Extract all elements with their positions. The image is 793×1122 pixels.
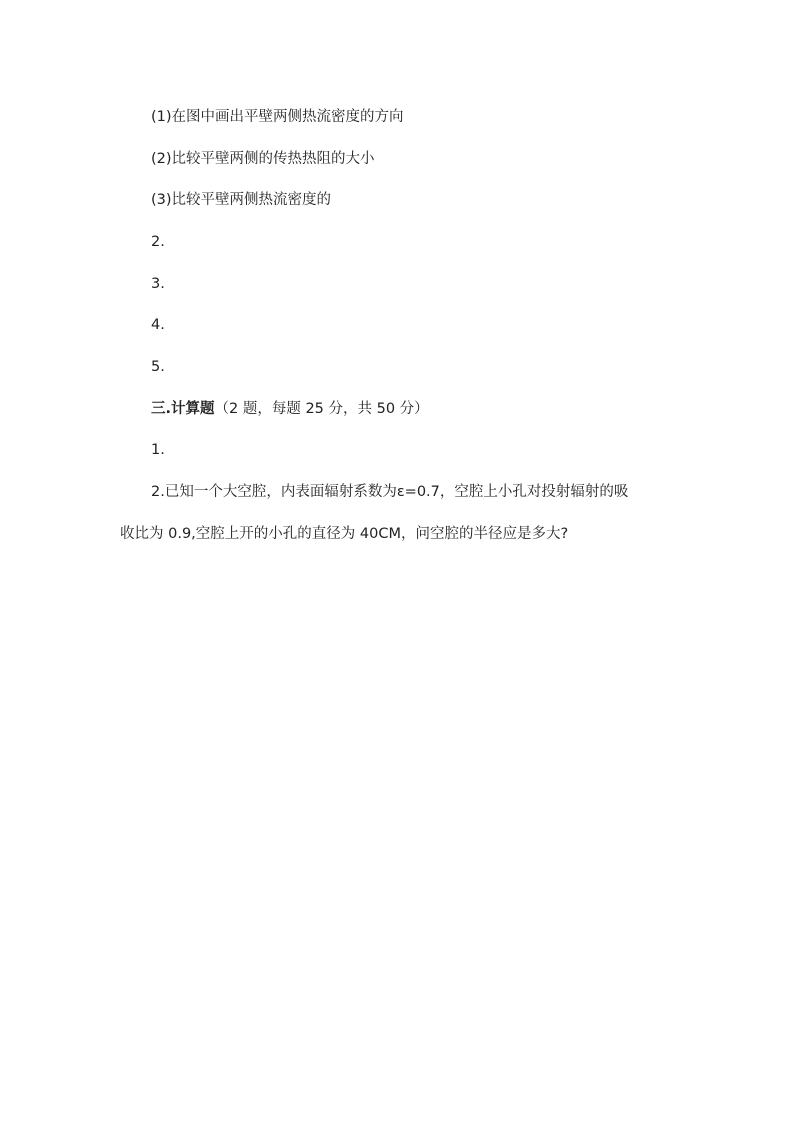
question-subitem-1: (1)在图中画出平壁两侧热流密度的方向 [151, 109, 404, 125]
calc-item-2-line-1: 2.已知一个大空腔，内表面辐射系数为ε=0.7，空腔上小孔对投射辐射的吸 [151, 484, 629, 500]
section-note: （2 题，每题 25 分，共 50 分） [214, 401, 429, 417]
question-subitem-2: (2)比较平壁两侧的传热热阻的大小 [151, 151, 375, 167]
list-item-5: 5. [151, 359, 165, 375]
section-heading [151, 399, 429, 419]
list-item-4: 4. [151, 317, 165, 333]
question-subitem-3: (3)比较平壁两侧热流密度的 [151, 192, 332, 208]
list-item-2: 2. [151, 234, 165, 250]
section-title: 三.计算题 [151, 401, 215, 417]
calc-item-1: 1. [151, 442, 165, 458]
list-item-3: 3. [151, 276, 165, 292]
calc-item-2-line-2: 收比为 0.9,空腔上开的小孔的直径为 40CM，问空腔的半径应是多大? [120, 526, 569, 542]
